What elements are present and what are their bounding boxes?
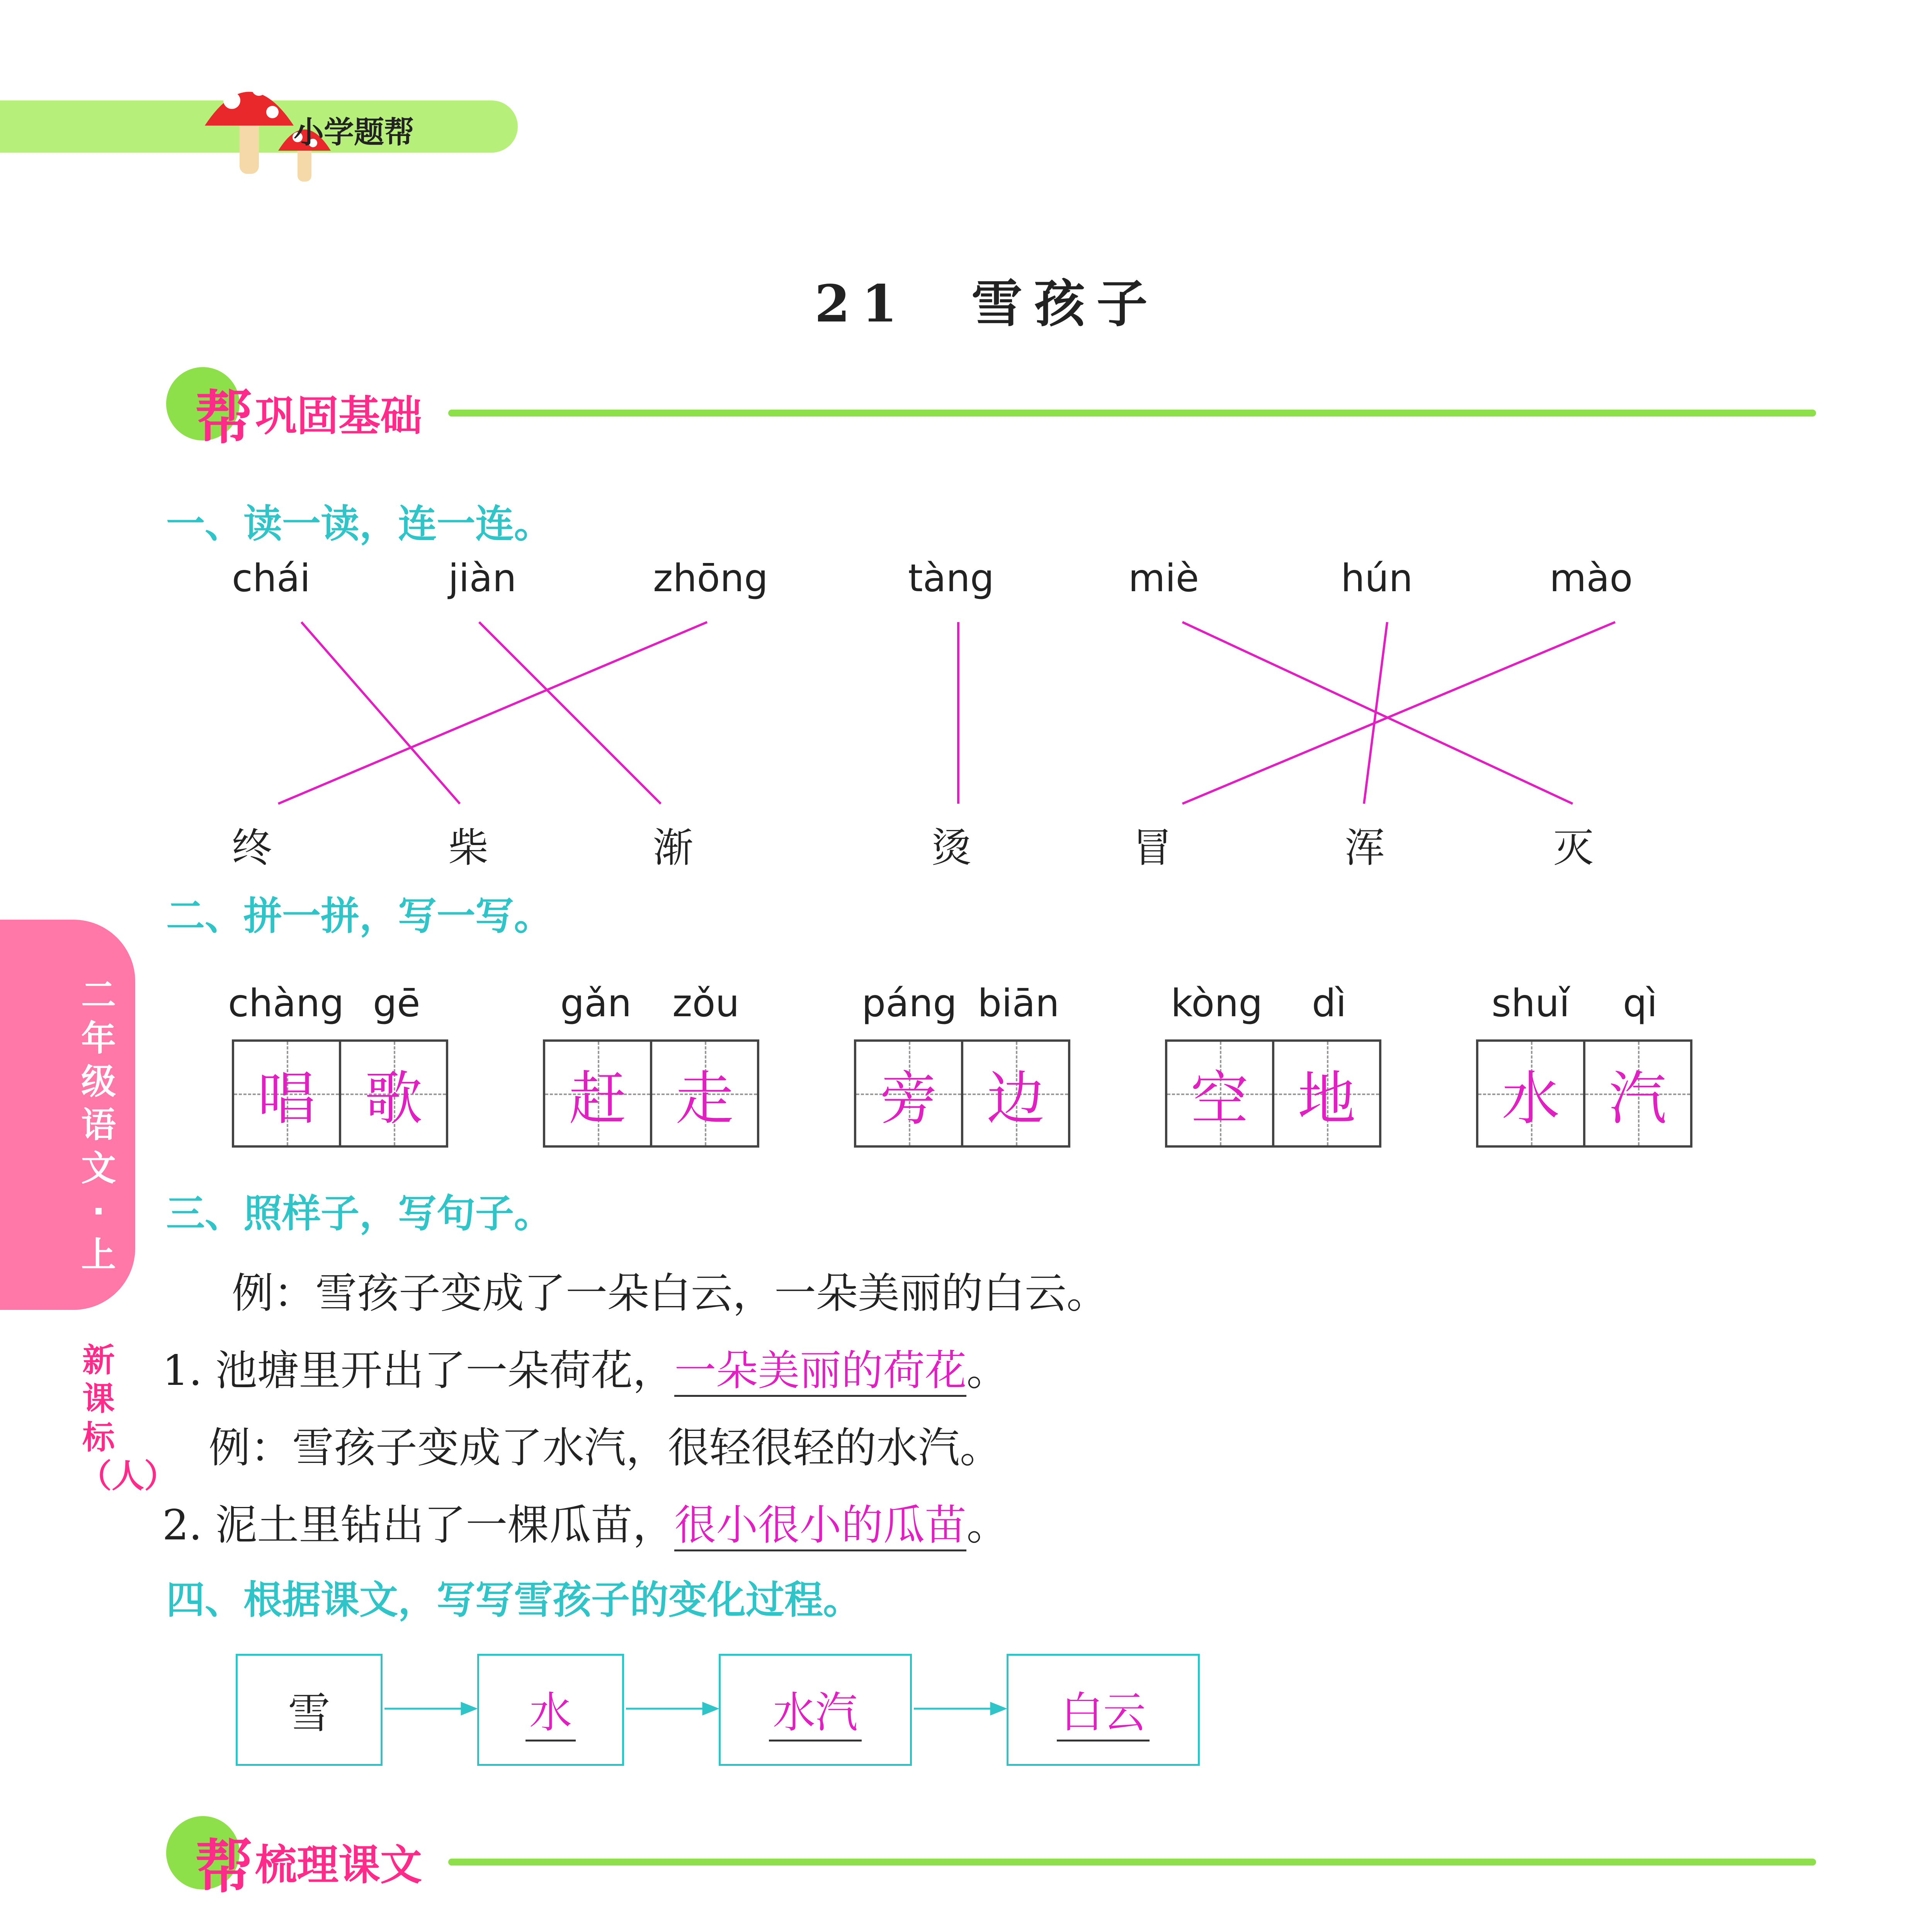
q2-pinyin: gē: [373, 981, 420, 1026]
question-4-heading: 四、根据课文，写写雪孩子的变化过程。: [166, 1577, 862, 1622]
question-1-heading: 一、读一读，连一连。: [166, 501, 553, 546]
example-sentence-1: 例：雪孩子变成了一朵白云，一朵美丽的白云。: [232, 1269, 1109, 1318]
hanzi-6: 浑: [1345, 824, 1385, 871]
hanzi-1: 终: [232, 824, 272, 871]
q2-pinyin: páng: [862, 981, 957, 1026]
flow-box-water: 水: [477, 1654, 624, 1766]
brand-name: 小学题帮: [294, 115, 415, 150]
hanzi-5: 冒: [1132, 824, 1173, 871]
grid-cell: 空: [1167, 1042, 1272, 1145]
pinyin-6: hún: [1341, 556, 1413, 600]
q2-pinyin: chàng: [228, 981, 344, 1026]
grid-cell: 唱: [234, 1042, 339, 1145]
flow-box-vapor: 水汽: [719, 1654, 912, 1766]
flow-box-cloud: 白云: [1007, 1654, 1200, 1766]
pinyin-1: chái: [232, 556, 311, 600]
q2-pinyin: biān: [978, 981, 1060, 1026]
grid-cell: 边: [961, 1042, 1068, 1145]
pinyin-4: tàng: [908, 556, 994, 600]
section-divider: [448, 1859, 1816, 1866]
hanzi-2: 柴: [448, 824, 489, 871]
q2-pinyin: dì: [1312, 981, 1347, 1026]
flow-arrows: [0, 1692, 1236, 1723]
q2-pinyin: kòng: [1171, 981, 1263, 1026]
pinyin-5: miè: [1128, 556, 1199, 600]
page-title: 21 雪孩子: [815, 274, 1159, 334]
section-title-basics: 巩固基础: [255, 392, 422, 440]
q2-pinyin: shuǐ: [1492, 981, 1570, 1026]
sentence-2: 2. 泥土里钻出了一棵瓜苗，很小很小的瓜苗。: [162, 1492, 1008, 1551]
q2-pinyin: zǒu: [672, 981, 740, 1026]
answer-2: 很小很小的瓜苗: [674, 1501, 966, 1551]
writing-grid: [1476, 1039, 1692, 1148]
grid-cell: 歌: [339, 1042, 446, 1145]
pinyin-2: jiàn: [448, 556, 517, 600]
section-bang: 帮: [195, 1833, 253, 1901]
grid-cell: 旁: [856, 1042, 961, 1145]
section-title-review: 梳理课文: [255, 1841, 422, 1889]
writing-grid: [1165, 1039, 1381, 1148]
answer-1: 一朵美丽的荷花: [674, 1347, 966, 1397]
pinyin-7: mào: [1549, 556, 1633, 600]
grid-cell: 赶: [545, 1042, 650, 1145]
sentence-1: 1. 池塘里开出了一朵荷花，一朵美丽的荷花。: [162, 1337, 1008, 1397]
writing-grid: [854, 1039, 1070, 1148]
q2-pinyin: gǎn: [560, 981, 632, 1026]
grid-cell: 地: [1272, 1042, 1379, 1145]
writing-grid: [543, 1039, 759, 1148]
hanzi-7: 灭: [1553, 824, 1594, 871]
q2-pinyin: qì: [1623, 981, 1658, 1026]
hanzi-4: 烫: [931, 824, 972, 871]
grid-cell: 汽: [1583, 1042, 1690, 1145]
hanzi-3: 渐: [653, 824, 694, 871]
grid-cell: 水: [1478, 1042, 1583, 1145]
section-bang: 帮: [195, 384, 253, 452]
edition-label: 新课标（人）: [79, 1341, 177, 1495]
grade-label: 二年级语文·上: [81, 975, 116, 1275]
matching-lines: [0, 0, 1932, 889]
flow-box-snow: 雪: [236, 1654, 383, 1766]
writing-grid: [232, 1039, 448, 1148]
pinyin-3: zhōng: [653, 556, 768, 600]
example-sentence-2: 例：雪孩子变成了水汽，很轻很轻的水汽。: [209, 1424, 1002, 1472]
question-3-heading: 三、照样子，写句子。: [166, 1191, 553, 1236]
grid-cell: 走: [650, 1042, 757, 1145]
question-2-heading: 二、拼一拼，写一写。: [166, 893, 553, 939]
